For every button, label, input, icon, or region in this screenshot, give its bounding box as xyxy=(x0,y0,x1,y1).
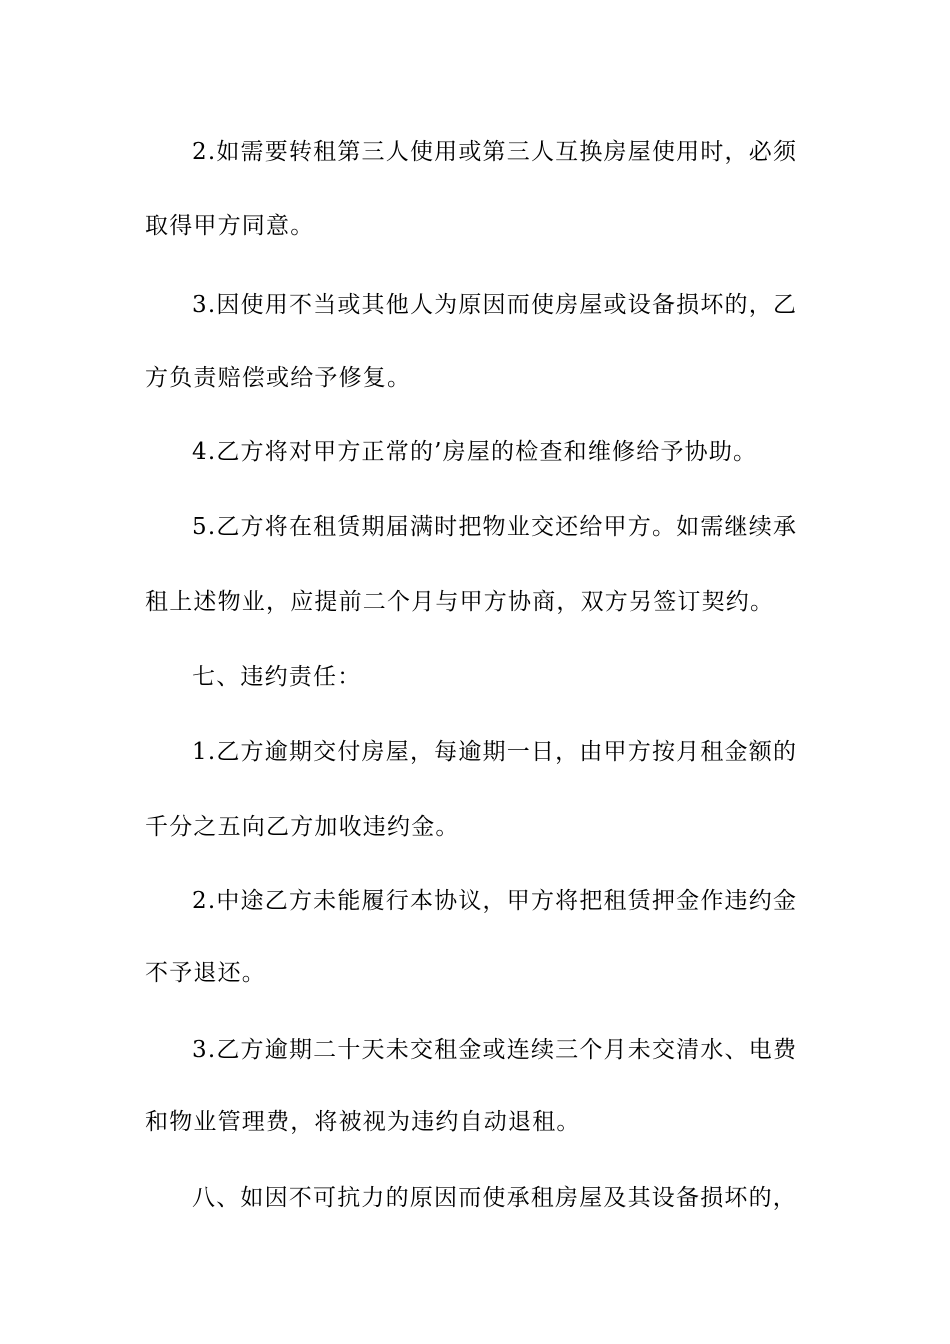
clause-7-3-line-2: 和物业管理费，将被视为违约自动退租。 xyxy=(145,1109,581,1135)
clause-6-2-line-2: 取得甲方同意。 xyxy=(145,213,315,239)
clause-6-3-line-1: 3.因使用不当或其他人为原因而使房屋或设备损坏的，乙 xyxy=(192,292,798,318)
clause-7-1-line-2: 千分之五向乙方加收违约金。 xyxy=(145,814,460,840)
clause-7-2-line-2: 不予退还。 xyxy=(145,960,266,986)
clause-7-1-line-1: 1.乙方逾期交付房屋，每逾期一日，由甲方按月租金额的 xyxy=(192,739,798,765)
clause-6-5-line-1: 5.乙方将在租赁期届满时把物业交还给甲方。如需继续承 xyxy=(192,514,798,540)
clause-7-2-line-1: 2.中途乙方未能履行本协议，甲方将把租赁押金作违约金 xyxy=(192,888,798,914)
clause-6-3-line-2: 方负责赔偿或给予修复。 xyxy=(145,365,412,391)
clause-6-5-line-2: 租上述物业，应提前二个月与甲方协商，双方另签订契约。 xyxy=(145,589,775,615)
section-8-line-1: 八、如因不可抗力的原因而使承租房屋及其设备损坏的， xyxy=(192,1185,797,1211)
clause-7-3-line-1: 3.乙方逾期二十天未交租金或连续三个月未交清水、电费 xyxy=(192,1037,798,1063)
clause-6-4: 4.乙方将对甲方正常的’房屋的检查和维修给予协助。 xyxy=(192,439,758,465)
clause-6-2-line-1: 2.如需要转租第三人使用或第三人互换房屋使用时，必须 xyxy=(192,139,798,165)
section-7-heading: 七、违约责任： xyxy=(192,664,362,690)
